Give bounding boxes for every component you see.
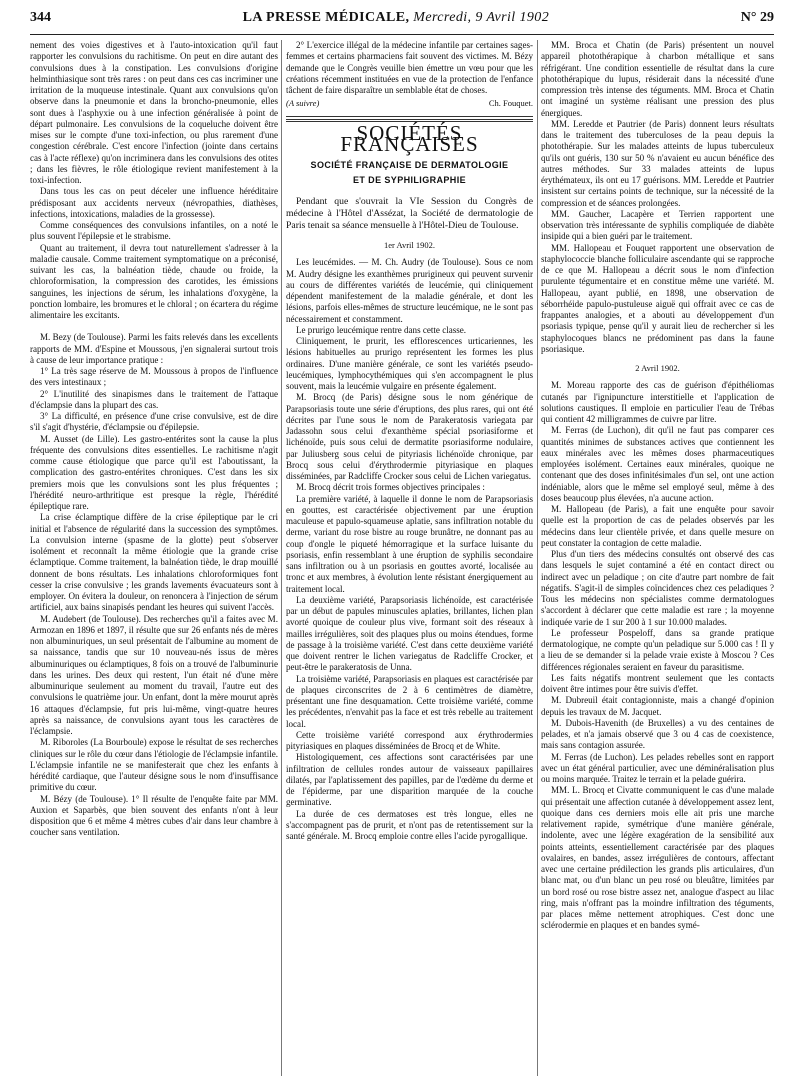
column-2 <box>286 40 533 1076</box>
column-1 <box>30 40 278 1076</box>
divider <box>286 116 533 117</box>
page-number: 344 <box>30 10 51 25</box>
paragraph: Le prurigo leucémique rentre dans cette classe. <box>296 324 467 335</box>
paragraph: MM. Hallopeau et Fouquet rapportent une observation de staphylococcie blanche folliculaire ascendante qui se rapproche de ce que M. Hallopeau a décrit sous le nom d'infection purulente tégumentaire et en constitue même une variété. M. Hallopeau, ayant publié, en 1898, une observation de séborrhéide papulo-pustuleuse aiguë qui offrait avec ce cas de frappantes analogies, et a abouti au développement d'un psoriasis typique, pense qu'il y aurait lieu de rechercher si les staphylocoques blancs ne prédominent pas dans la faune psoriasique. <box>541 242 774 354</box>
paragraph: La durée de ces dermatoses est très longue, elles ne s'accompagnent pas de prurit, et n'ont pas de retentissement sur la santé générale. M. Brocq emploie contre elles l'acide pyrogallique. <box>286 808 533 841</box>
paragraph: M. Brocq décrit trois formes objectives principales : <box>296 482 485 493</box>
session-date: 1er Avril 1902. <box>383 240 436 250</box>
to-be-continued: (A suivre) <box>286 98 320 109</box>
session-date: 2 Avril 1902. <box>635 363 680 373</box>
paragraph: M. Ferras (de Luchon). Les pelades rebelles sont en rapport avec un état général particulier, avec une déminéralisation plus ou moins marquée. Traitez le terrain et la pelade guérira. <box>541 751 774 784</box>
column-rule-1 <box>281 40 282 1076</box>
paragraph: MM. L. Brocq et Civatte communiquent le cas d'une malade qui présentait une affection cutanée à développement assez lent, quoique dans ces derniers mois elle ait pris une marche relativement rapide, symétrique d'une manière générale, indolente, avec une légère exagération de la sensibilité aux points atteints, essentiellement caractérisée par des plaques ovalaires, en bandes, assez irrégulières de contours, affectant avec une certaine prédilection les grands plis articulaires, d'un blanc mat, ou d'un blanc un peu rosé ou bleuâtre, limitées par un bord rosé ou rose bistre assez net, analogue d'aspect au lilac ring, mais n'offrant pas la moindre infiltration des téguments, par places même nettement atrophiques. C'est donc une sclérodermie en plaques et en bandes symé- <box>541 785 774 931</box>
paragraph: Quant au traitement, il devra tout naturellement s'adresser à la maladie causale. Comme traitement symptomatique on a préconisé, suivant les cas, la balnéation tiède, chaude ou froide, la chloroformisation, la compression des carotides, les émissions sanguines, les injections de sérum, les inhalations d'oxygène, la ponction lombaire, les bromures et le chloral ; on écartera du régime alimentaire les excitants. <box>30 242 278 320</box>
paragraph: MM. Gaucher, Lacapère et Terrien rapportent une observation très intéressante de syphilis compliquée de diabète insipide qui a bien guéri par le traitement. <box>541 208 774 242</box>
paragraph: La première variété, à laquelle il donne le nom de Parapsoriasis en gouttes, est caractérisée objectivement par une éruption maculeuse et papulo-squameuse aplatie, sans infiltration notable du derme, variant du rose bistre au rouge brunâtre, ne donnant pas au coup d'ongle le piqueté hémorragique et la surface luisante du psoriasis, enfin ressemblant à une éruption de syphilis secondaire sans infiltration ou à un psoriasis en gouttes avorté, localisée au tronc et aux membres, à évolution lente résistant énergiquement au traitement local. <box>286 493 533 594</box>
paragraph: M. Audebert (de Toulouse). Des recherches qu'il a faites avec M. Armozan en 1896 et 1897, il résulte que sur 26 enfants nés de mères non albuminuriques, un seul présentait de l'albumine au moment de sa naissance, tandis que sur 10 nouveau-nés issus de mères albuminuriques ou éclamptiques, 8 fois on a trouvé de l'albuminurie dans les urines. Des deux qui restent, l'un était né d'une mère albuminurique seulement au moment du travail, l'autre eut des convulsions le quatrième jour. Un enfant, dont la mère mourut après 16 attaques d'éclampsie, fut pris lui-même, vingt-quatre heures après sa naissance, de convulsions ayant tous les caractères de l'éclampsie. <box>30 613 278 736</box>
signature-line <box>286 98 533 109</box>
society-title-line-1: SOCIÉTÉ FRANÇAISE DE DERMATOLOGIE <box>310 160 509 170</box>
paragraph: 3° La difficulté, en présence d'une crise convulsive, est de dire s'il s'agit d'hystérie, d'éclampsie ou d'épilepsie. <box>30 411 278 433</box>
paragraph: M. Ausset (de Lille). Les gastro-entérites sont la cause la plus fréquente des convulsions dites essentielles. Le rachitisme n'agit comme cause étiologique que parce qu'il est l'aboutissant, la complication des gastro-entérites chroniques. C'est dans les six premiers mois que les convulsions sont les plus fréquentes ; l'hérédité neuro-arthritique est presque la règle, l'hérédité épileptique rare. <box>30 433 278 511</box>
paragraph: Le professeur Pospeloff, dans sa grande pratique dermatologique, ne compte qu'un peladique sur 5.000 cas ! Il y a lieu de se demander si la pelade vraie existe à Moscou ? Ces différences régionales seraient en faveur du parasitisme. <box>541 627 774 672</box>
paragraph: Dans tous les cas on peut déceler une influence héréditaire prédisposant aux accidents nerveux (névropathies, diathèses, infections, intoxications, maladies de la grossesse). <box>30 186 278 219</box>
society-title-line-2: ET DE SYPHILIGRAPHIE <box>352 175 467 185</box>
paragraph: 2° L'exercice illégal de la médecine infantile par certaines sages-femmes et certains pharmaciens fait souvent des victimes. M. Bézy demande que le Congrès veuille bien émettre un vœu pour que les créations récemment instituées en vue de la protection de l'enfance tâchent de faire disparaître un semblable état de choses. <box>286 40 533 95</box>
paragraph: Cliniquement, le prurit, les efflorescences urticariennes, les lésions habituelles au prurigo représentent les formes les plus ordinaires. D'une manière générale, ce sont les variétés pseudo-leucémiques, lymphocythémiques qui s'en accompagnent le plus souvent, mais la leucémie vulgaire en présente également. <box>286 336 533 391</box>
journal-name: LA PRESSE MÉDICALE, <box>242 10 410 25</box>
paragraph: M. Brocq (de Paris) désigne sous le nom générique de Parapsoriasis toute une série d'éruptions, des plus rares, qui ont été décrites par l'une sous le nom de Parakeratosis variegata par Jadassohn sous celui d'exanthème spécial psoriasiforme et lichénoïde, puis sous celui de dermatite psoriasiforme nodulaire, par Juliusberg sous celui de pityriasis lichénoïde chronique, par Brocq sous celui d'érythrodermie pityriasique en plaques disséminées, par Radcliffe Crocker sous celui de Lichen variegatus. <box>286 392 533 481</box>
paragraph: nement des voies digestives et à l'auto-intoxication qu'il faut rapporter les convulsions du rachitisme. On peut en dire autant des convulsions dues à la constipation. Les convulsions d'origine helminthiasique sont très rares : on peut dans ces cas incriminer une irritation de la muqueuse intestinale. Quant aux convulsions qu'on observe dans la pneumonie et dans la broncho-pneumonie, elles sont dues à l'asphyxie ou à une infection généralisée à point de départ pulmonaire. Les convulsions de la coqueluche doivent être mises sur le compte d'une toxi-infection, ou plus rarement d'une congestion cérébrale. C'est encore l'infection (jointe dans certains cas à l'acte réflexe) qu'on incriminera dans les convulsions des otites ; dans les fièvres, le rôle étiologique revient manifestement à la toxi-infection. <box>30 40 278 185</box>
paragraph: M. Bezy (de Toulouse). Parmi les faits relevés dans les excellents rapports de MM. d'Espine et Moussous, j'en signalerai surtout trois à cause de leur importance pratique : <box>30 332 278 365</box>
paragraph: MM. Broca et Chatin (de Paris) présentent un nouvel appareil photothérapique à charbon métallique et sans réfrigérant. Une condition essentielle de résultat dans la cure photothérapique du lupus, résiderait dans la nécessité d'une compression très intense des téguments. MM. Broca et Chatin ont imaginé un système réalisant une pression des plus énergiques. <box>541 40 774 118</box>
column-3 <box>541 40 774 1076</box>
paragraph: M. Bézy (de Toulouse). 1° Il résulte de l'enquête faite par MM. Auxion et Saparbès, que bien souvent des enfants n'ont à leur disposition que 6 et même 4 mètres cubes d'air dans leur chambre à coucher sans ventilation. <box>30 793 278 838</box>
paragraph: 2° L'inutilité des sinapismes dans le traitement de l'attaque d'éclampsie dans la plupart des cas. <box>30 388 278 410</box>
paragraph: Les faits négatifs montrent seulement que les contacts doivent être intimes pour être suivis d'effet. <box>541 672 774 694</box>
society-title <box>286 158 533 188</box>
section-title: SOCIÉTÉS FRANÇAISES <box>340 120 479 156</box>
paragraph: La deuxième variété, Parapsoriasis lichénoïde, est caractérisée par un début de papules minuscules aplaties, brillantes, lichen plan avorté quoique de couleur plus vive, formant soit des réseaux à mailles irrégulières, soit des plaques plus ou moins étendues, forme de passage à la troisième variété. C'est dans cette deuxième variété que doivent rentrer le lichen variegatus de Radcliffe Crocker, et peut-être le parakeratosis de Unna. <box>286 594 533 673</box>
paragraph: Les leucémides. — M. Ch. Audry (de Toulouse). Sous ce nom M. Audry désigne les exanthèmes prurigineux qui peuvent survenir au cours de différentes variétés de leucémie, qui cliniquement dépendent manifestement de la maladie générale, et dont les lésions, parfois elles-mêmes de structure leucémique, ne le sont pas nécessairement et constamment. <box>286 257 533 324</box>
paragraph: M. Dubois-Havenith (de Bruxelles) a vu des centaines de pelades, et n'a jamais observé que 3 ou 4 cas de coexistence, mais sans contagion assurée. <box>541 717 774 751</box>
page-header <box>30 10 774 35</box>
column-rule-2 <box>537 40 538 1076</box>
journal-title <box>243 10 549 26</box>
paragraph: M. Riboroles (La Bourboule) expose le résultat de ses recherches cliniques sur le rôle du cœur dans l'étiologie de l'éclampsie infantile. L'éclampsie infantile ne se manifesterait que chez les enfants à hérédité cardiaque, que l'auteur désigne sous le nom d'insuffisance primitive du cœur. <box>30 737 278 793</box>
paragraph: Cette troisième variété correspond aux érythrodermies pityriasiques en plaques disséminées de Brocq et de White. <box>286 729 533 751</box>
paragraph: Plus d'un tiers des médecins consultés ont observé des cas dans lesquels le sujet contaminé a été en contact direct ou indirect avec un peladique ; on cite d'autre part nombre de fait négatifs. S'agit-il de simples coïncidences chez ces peladiques ? Tous les médecins non spécialistes comme dermatologues s'accordent à déclarer que cette maladie est rare ; la moyenne indiquée varie de 1 sur 200 à 1 sur 10.000 malades. <box>541 549 774 627</box>
paragraph: 1° La très sage réserve de M. Moussous à propos de l'influence des vers intestinaux ; <box>30 366 278 388</box>
paragraph: M. Ferras (de Luchon), dit qu'il ne faut pas comparer ces quantités minimes de substances actives que contiennent les eaux minérales avec les mêmes doses pharmaceutiques employées isolément. Certaines eaux minérales, quoique ne contenant que des doses infinitésimales d'un sel, ont une action indéniable, alors que le même sel employé seul, même à des doses beaucoup plus élevées, n'a aucune action. <box>541 425 774 503</box>
paragraph: MM. Leredde et Pautrier (de Paris) donnent leurs résultats dans le traitement des tuberculoses de la peau depuis la photothérapie. Sur les malades atteints de lupus tuberculeux qu'ils ont guéris, 130 sur 50 % n'avaient eu aucun bénéfice des autres méthodes. Sur 33 malades atteints de lupus érythémateux, ils ont eu 17 guérisons. MM. Leredde et Pautrier insistent sur certains points de technique, sur la nécessité de la compression et de séances prolongées. <box>541 118 774 208</box>
paragraph: Histologiquement, ces affections sont caractérisées par une infiltration de cellules rondes autour de vaisseaux papillaires dilatés, par l'aplatissement des papilles, par de l'œdème du derme et de l'épiderme, par une disparition marquée de la couche germinative. <box>286 752 533 808</box>
issue-date: Mercredi, 9 Avril 1902 <box>413 10 550 25</box>
paragraph: Comme conséquences des convulsions infantiles, on a noté le plus souvent l'épilepsie et le strabisme. <box>30 220 278 242</box>
paragraph: M. Hallopeau (de Paris), a fait une enquête pour savoir quelle est la proportion de cas de pelades observés par les médecins dans leur clientèle privée, et dans quelle mesure on peut constater la contagion de cette maladie. <box>541 504 774 548</box>
paragraph: La crise éclamptique diffère de la crise épileptique par le cri initial et l'absence de régularité dans la succession des symptômes. La convulsion interne (spasme de la glotte) peut s'observer isolément et reconnaît la même étiologie que la grande crise éclamptique. Comme traitement, la balnéation tiède, le drap mouillé donnent de bons résultats. Les inhalations chloroformiques font cesser la crise convulsive ; les grands lavements évacuateurs sont à employer. On évitera la douleur, on renoncera à l'injection de sérum artificiel, aux bains sinapisés pendant les heures qui suivent l'accès. <box>30 512 278 613</box>
issue-number: N° 29 <box>740 10 774 25</box>
author-signature: Ch. Fouquet. <box>488 98 533 109</box>
paragraph: M. Moreau rapporte des cas de guérison d'épithéliomas cutanés par l'ignipuncture interstitielle et l'application de solutions caustiques. Il emploie en particulier l'eau de Trébas qui contient 42 milligrammes de cuivre par litre. <box>541 380 774 424</box>
paragraph: M. Dubreuil était contagionniste, mais a changé d'opinion depuis les travaux de M. Jacquet. <box>541 695 774 717</box>
paragraph: La troisième variété, Parapsoriasis en plaques est caractérisée par de plaques circonscrites de 2 à 6 centimètres de diamètre, présentant une fine desquamation. Cette troisième variété, comme les précédentes, n'envahit pas la face et est très rebelle au traitement local. <box>286 673 533 729</box>
intro-paragraph: Pendant que s'ouvrait la VIe Session du Congrès de médecine à l'Hôtel d'Assézat, la Société de dermatologie de Paris tenait sa séance mensuelle à l'Hôtel-Dieu de Toulouse. <box>286 196 533 231</box>
